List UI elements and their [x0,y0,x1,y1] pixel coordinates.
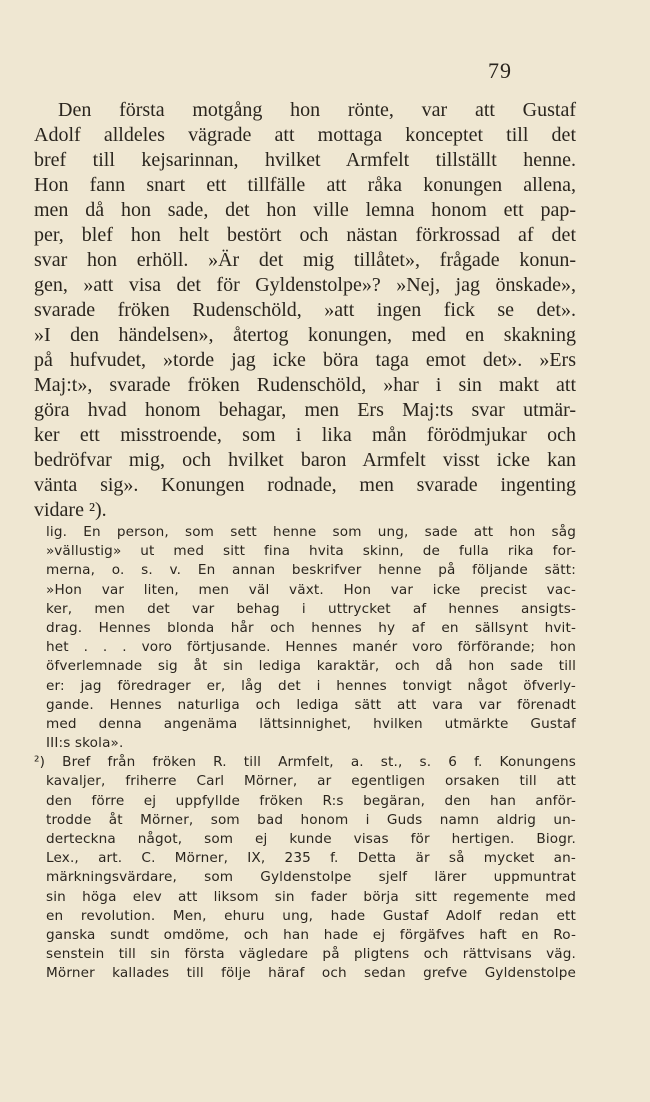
text-line: svarade fröken Rudenschöld, »att ingen fick se det». [34,299,576,321]
footnote-line: sin höga elev att liksom sin fader börja sitt regemente med [46,888,576,905]
text-line: Hon fann snart ett tillfälle att råka konungen allena, [34,174,576,196]
footnote-line: öfverlemnade sig åt sin lediga karaktär, och då hon sade till [46,658,576,675]
footnote-line: senstein till sin första vägledare på pligtens och rättvisans väg. [46,946,576,963]
main-text [34,98,576,523]
footnotes [34,523,576,984]
footnote-line: ker, men det var behag i uttrycket af hennes ansigts- [46,600,576,617]
footnote-line: lig. En person, som sett henne som ung, sade att hon såg [46,524,576,540]
text-line: gen, »att visa det för Gyldenstolpe»? »Nej, jag önskade», [34,274,576,296]
footnote-line: het . . . voro förtjusande. Hennes manér voro förförande; hon [46,639,576,656]
footnote-line: drag. Hennes blonda hår och hennes hy af en sällsynt hvit- [46,619,576,636]
footnote-line: med denna angenäma lättsinnighet, hvilken utmärkte Gustaf [46,715,576,732]
footnote-line: en revolution. Men, ehuru ung, hade Gustaf Adolf redan ett [46,907,576,924]
text-line: göra hvad honom behagar, men Ers Maj:ts svar utmär- [34,399,576,421]
footnote-line: derteckna något, som ej kunde visas för hertigen. Biogr. [46,831,576,847]
text-line: bedröfvar mig, och hvilket baron Armfelt visst icke kan [34,449,576,471]
text-line: »I den händelsen», återtog konungen, med en skakning [34,324,576,346]
text-line: på hufvudet, »torde jag icke böra taga emot det». »Ers [34,349,576,371]
text-line: vidare ²). [34,499,107,521]
text-line: per, blef hon helt bestört och nästan förkrossad af det [34,224,576,246]
text-line: Den första motgång hon rönte, var att Gustaf [58,99,576,121]
text-line: vänta sig». Konungen rodnade, men svarade ingenting [34,474,576,496]
footnote-line: märkningsvärdare, som Gyldenstolpe sjelf lärer uppmuntrat [46,869,576,886]
text-line: men då hon sade, det hon ville lemna honom ett pap- [34,199,576,221]
footnote-line: er: jag föredrager er, låg det i hennes tonvigt något öfverly- [46,677,576,694]
footnote-line: Lex., art. C. Mörner, IX, 235 f. Detta är så mycket an- [46,850,576,867]
text-line: bref till kejsarinnan, hvilket Armfelt tillställt henne. [34,149,576,171]
footnote-line: kavaljer, friherre Carl Mörner, ar egentligen orsaken till att [46,773,576,790]
footnote-line: III:s skola». [46,735,124,752]
footnote-line: »vällustig» ut med sitt fina hvita skinn, de fulla rika for- [46,543,576,560]
footnote-line: den förre ej uppfyllde fröken R:s begäran, den han anför- [46,792,576,809]
text-line: svar hon erhöll. »Är det mig tillåtet», frågade konun- [34,249,576,271]
footnote-line: merna, o. s. v. En annan beskrifver henne på följande sätt: [46,562,576,579]
footnote-line: ²) Bref från fröken R. till Armfelt, a. st., s. 6 f. Konungens [34,754,576,771]
page-number: 79 [488,58,512,83]
footnote-line: ganska sundt omdöme, och han hade ej förgäfves haft en Ro- [46,926,576,943]
footnote-line: Mörner kallades till följe häraf och sedan grefve Gyldenstolpe [46,965,576,982]
text-line: Adolf alldeles vägrade att mottaga konceptet till det [34,124,576,146]
footnote-line: gande. Hennes naturliga och lediga sätt att vara var förenadt [46,696,576,713]
footnote-line: trodde åt Mörner, som bad honom i Guds namn aldrig un- [46,811,576,828]
text-line: Maj:t», svarade fröken Rudenschöld, »har i sin makt att [34,374,576,396]
text-line: ker ett misstroende, som i lika mån förödmjukar och [34,424,576,446]
footnote-line: »Hon var liten, men väl växt. Hon var icke precist vac- [46,581,576,598]
